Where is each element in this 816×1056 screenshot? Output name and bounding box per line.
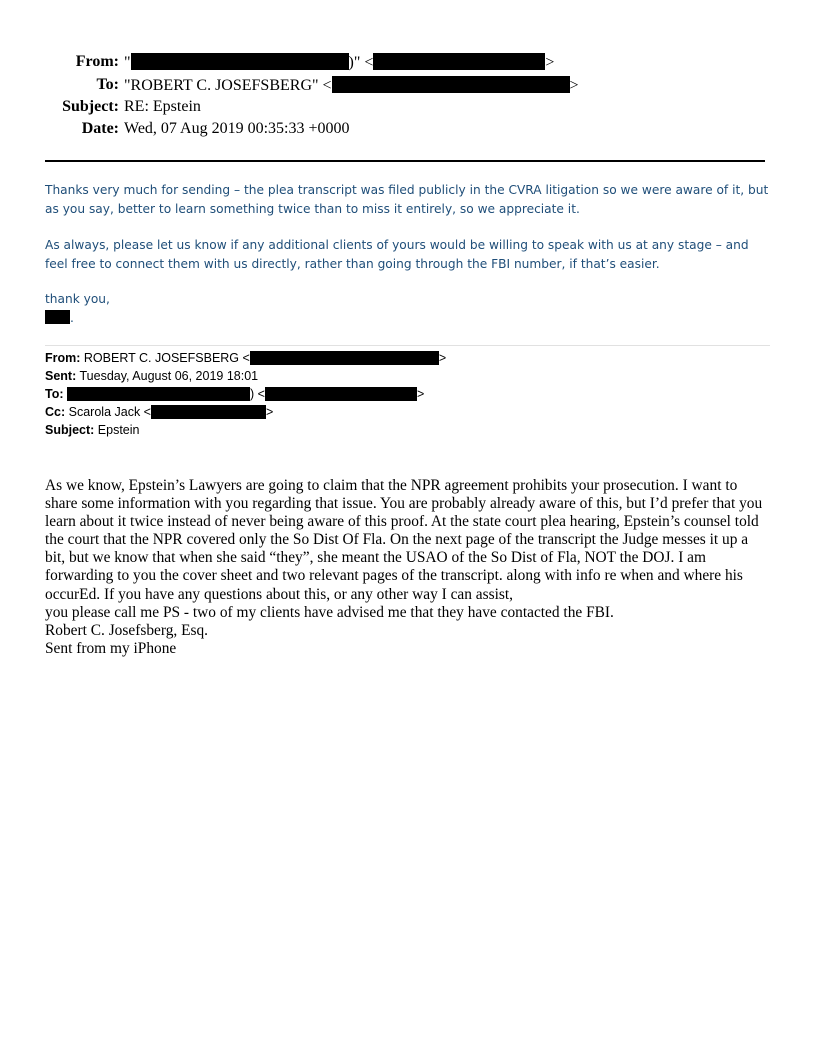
message-signature: Robert C. Josefsberg, Esq. [45,621,209,639]
forward-cc-row [45,403,273,421]
redaction-box [131,53,349,70]
from-quote: " [124,54,131,71]
message-sent-from: Sent from my iPhone [45,639,177,657]
forward-from-suffix: > [438,351,447,365]
redaction-box [67,387,250,401]
forward-divider [45,345,770,346]
redaction-box [265,387,417,401]
date-label: Date: [81,120,119,137]
subject-label: Subject: [62,98,119,115]
message-paragraph: As we know, Epstein’s Lawyers are going to claim that the NPR agreement prohibits your prosecution. I want to share some information with you regarding that issue. You are probably already aware of this, but I’d prefer that you learn about it twice instead of never being aware of this proof. At the state court plea hearing, Epstein’s counsel told the court that the NPR covered only the So Dist Of Fla. On the next page of the transcript the Judge messes it up a bit, but we know that when she said “they”, she meant the USAO of the So Dist of Fla, NOT the DOJ. I am forwarding to you the cover sheet and two relevant pages of the transcript. along with info re when and where his occurEd. If you have any questions about this, or any other way I can assist, [45,477,763,603]
message-line-2: you please call me PS - two of my clients have advised me that they have contacted the FBI. [45,603,614,621]
forward-to-mid: ) < [250,387,265,401]
forward-from-row [45,349,446,367]
to-text: "ROBERT C. JOSEFSBERG" < [124,77,332,94]
forward-subject-row [45,421,140,439]
header-divider [45,160,765,162]
from-value [124,53,554,72]
date-value: Wed, 07 Aug 2019 00:35:33 +0000 [124,120,350,137]
forward-cc-value: Scarola Jack < [68,405,151,419]
forward-subject-label: Subject: [45,423,95,437]
forward-sent-value: Tuesday, August 06, 2019 18:01 [79,369,259,383]
forward-cc-suffix: > [265,405,274,419]
from-mid-text: )" < [348,54,374,71]
forward-from-label: From: [45,351,81,365]
redaction-box [151,405,266,419]
redaction-box [45,310,70,324]
redaction-box [373,53,545,70]
forward-from-value: ROBERT C. JOSEFSBERG < [83,351,250,365]
forward-cc-label: Cc: [45,405,66,419]
to-label: To: [96,76,119,93]
header-subject-row [0,98,816,116]
header-to-row [0,76,816,94]
header-date-row [0,120,816,138]
forward-to-label: To: [45,387,64,401]
to-value [124,76,579,95]
reply-paragraph-2: As always, please let us know if any additional clients of yours would be willing to speak with us at any stage – and feel free to connect them with us directly, rather than going through the FBI number, if that’s easier. [45,238,749,271]
reply-signature [45,309,770,328]
message-body [45,477,770,658]
reply-paragraph-1: Thanks very much for sending – the plea transcript was filed publicly in the CVRA litigation so we were aware of it, but as you say, better to learn something twice than to miss it entirely, so we appreciate it. [45,183,769,216]
from-suffix: > [545,54,555,71]
forward-to-suffix: > [416,387,425,401]
forward-sent-label: Sent: [45,369,77,383]
forward-sent-row [45,367,258,385]
signature-period: . [70,311,74,325]
redaction-box [250,351,439,365]
to-suffix: > [569,77,579,94]
redaction-box [332,76,570,93]
forward-subject-value: Epstein [97,423,140,437]
reply-signoff: thank you, [45,292,110,306]
forward-to-row [45,385,424,403]
subject-value: RE: Epstein [124,98,201,115]
header-from-row [0,53,816,71]
from-label: From: [75,53,119,70]
